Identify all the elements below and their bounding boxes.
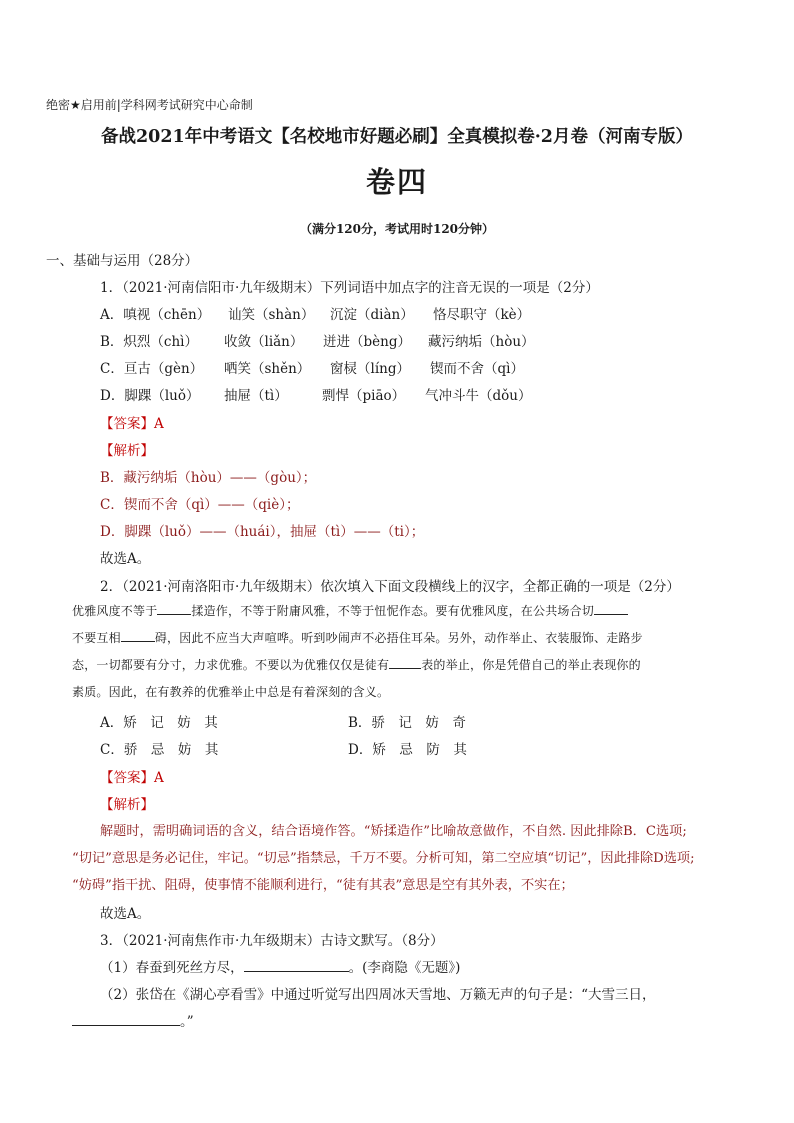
q2-analysis-line: “切记”意思是务必记住，牢记。“切忌”指禁忌，千万不要。分析可知，第二空应填“切记”，因此排除D选项; — [72, 851, 695, 866]
fill-blank — [157, 602, 191, 615]
q1-stem: 1．（2021·河南信阳市·九年级期末）下列词语中加点字的注音无误的一项是（2分） — [100, 280, 599, 296]
q1-option-text: 剽悍（piāo） — [322, 388, 406, 404]
q3-item-2: （2）张岱在《湖心亭看雪》中通过听觉写出四周冰天雪地、万籁无声的句子是：“大雪三日， — [100, 987, 656, 1003]
q1-option-text: 抽屉（tì） — [224, 388, 288, 404]
q1-option-text: A．嗔视（chēn） — [100, 307, 211, 323]
q1-option-text: 收敛（liǎn） — [224, 334, 304, 350]
q1-analysis-line: C．锲而不舍（qì）——（qiè）； — [100, 497, 300, 513]
q1-option-text: 锲而不舍（qì） — [430, 361, 524, 377]
fill-blank — [389, 656, 421, 669]
q1-analysis-label: 【解析】 — [100, 443, 154, 459]
q2-passage-line — [72, 629, 643, 646]
paper-number-title: 卷四 — [365, 165, 428, 199]
q2-passage-line — [72, 602, 628, 619]
q1-option-text: 藏污纳垢（hòu） — [428, 334, 535, 350]
confidential-note: 绝密★启用前|学科网考试研究中心命制 — [46, 98, 253, 112]
q2-passage-line — [72, 656, 641, 673]
section-heading: 一、基础与运用（28分） — [46, 253, 199, 269]
q1-answer: 【答案】A — [100, 416, 164, 432]
q2-passage-line: 素质。因此，在有教养的优雅举止中总是有着深刻的含义。 — [72, 685, 390, 699]
q1-analysis-line: D．脚踝（luǒ）——（huái），抽屉（tì）——（ti）； — [100, 524, 425, 540]
q2-analysis-label: 【解析】 — [100, 797, 154, 813]
q3-stem: 3．（2021·河南焦作市·九年级期末）古诗文默写。（8分） — [100, 933, 444, 949]
q2-conclusion: 故选A。 — [100, 906, 151, 922]
q3-item-1 — [100, 956, 460, 976]
passage-text: 碍，因此不应当大声喧哗。听到吵闹声不必捂住耳朵。另外，动作举止、衣装服饰、走路步 — [154, 631, 643, 645]
q1-option-text: B．炽烈（chì） — [100, 334, 198, 350]
q1-option-text: 迸进（bèng） — [323, 334, 411, 350]
q3-item-2-close: 。” — [180, 1014, 194, 1030]
q3-item-2-end — [72, 1010, 194, 1030]
q2-analysis-line: 解题时，需明确词语的含义，结合语境作答。“矫揉造作”比喻故意做作，不自然. 因此排除B．C选项; — [100, 824, 687, 839]
passage-text: 表的举止，你是凭借自己的举止表现你的 — [421, 658, 641, 672]
q2-stem: 2．（2021·河南洛阳市·九年级期末）依次填入下面文段横线上的汉字，全都正确的一项是（2分） — [100, 579, 680, 595]
q1-conclusion: 故选A。 — [100, 551, 151, 567]
q3-item-1-text: （1）春蚕到死丝方尽， — [100, 960, 244, 976]
passage-text: 不要互相 — [72, 631, 121, 645]
q1-option-text: 讪笑（shàn） — [228, 307, 315, 323]
q1-option-text: 恪尽职守（kè） — [433, 307, 531, 323]
answer-blank — [244, 959, 349, 972]
q1-option-text: 哂笑（shěn） — [224, 361, 311, 377]
q1-option-text: D．脚踝（luǒ） — [100, 388, 200, 404]
q2-option-c: C．骄 忌 妨 其 — [100, 742, 219, 758]
q3-item-1-source: 。(李商隐《无题》) — [348, 960, 461, 976]
q2-option-d: D．矫 忌 防 其 — [348, 742, 467, 758]
q2-answer: 【答案】A — [100, 770, 164, 786]
fill-blank — [594, 602, 628, 615]
q2-option-a: A．矫 记 妨 其 — [100, 715, 218, 731]
fill-blank — [121, 629, 155, 642]
passage-text: 优雅风度不等于 — [72, 604, 158, 618]
q2-option-b: B．骄 记 妨 奇 — [348, 715, 466, 731]
q1-option-text: 窗棂（líng） — [330, 361, 410, 377]
answer-blank — [72, 1013, 180, 1026]
q2-analysis-line: “妨碍”指干扰、阻碍，使事情不能顺利进行，“徒有其表”意思是空有其外表，不实在； — [72, 878, 574, 893]
passage-text: 揉造作，不等于附庸风雅，不等于忸怩作态。要有优雅风度，在公共场合切 — [191, 604, 595, 618]
q1-option-text: C．亘古（gèn） — [100, 361, 204, 377]
passage-text: 态，一切都要有分寸，力求优雅。不要以为优雅仅仅是徒有 — [72, 658, 390, 672]
q1-option-text: 沉淀（diàn） — [330, 307, 414, 323]
q1-analysis-line: B．藏污纳垢（hòu）——（gòu）； — [100, 470, 317, 486]
exam-title: 备战2021年中考语文【名校地市好题必刷】全真模拟卷·2月卷（河南专版） — [101, 127, 693, 147]
q1-option-text: 气冲斗牛（dǒu） — [425, 388, 532, 404]
score-time-note: （满分120分，考试用时120分钟） — [299, 222, 495, 236]
